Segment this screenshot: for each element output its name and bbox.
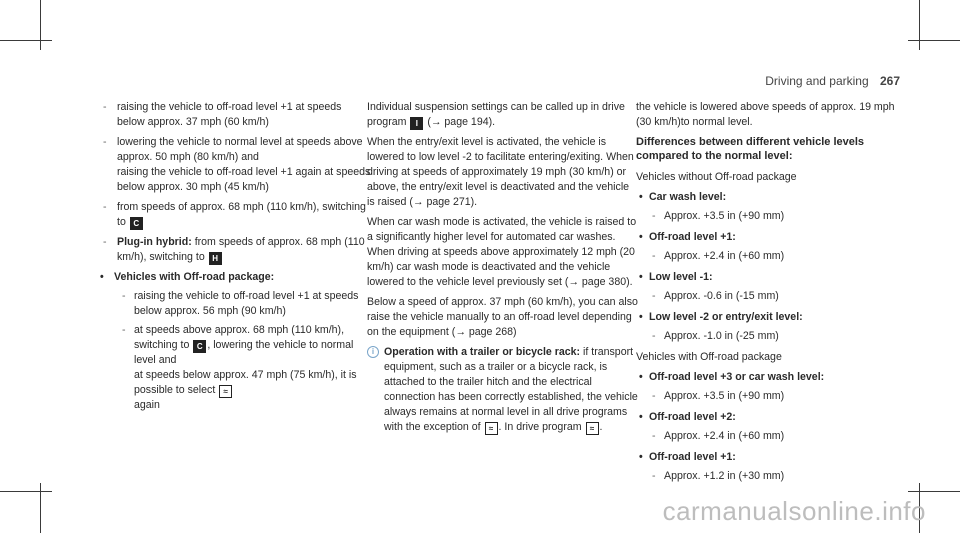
crop-mark <box>908 491 960 492</box>
paragraph: Below a speed of approx. 37 mph (60 km/h), you can also raise the vehicle manually to an off-road level depending on the equipment (→ page 268) <box>367 296 638 338</box>
bullet-dot: • <box>639 231 643 243</box>
crop-mark <box>0 491 52 492</box>
level-value <box>636 249 908 264</box>
bullet-dot: • <box>639 371 643 383</box>
level-item <box>639 450 908 465</box>
tip-text: . In drive program <box>498 421 582 433</box>
section-title: Driving and parking <box>765 74 869 88</box>
bullet-dot: • <box>639 311 643 323</box>
item-text: lowering the vehicle to normal level at speeds above approx. 50 mph (80 km/h) and <box>117 136 363 163</box>
offroad-mode-icon: ≈ <box>219 385 232 398</box>
level-label: Off-road level +3 or car wash level: <box>649 371 825 383</box>
level-label: Off-road level +2: <box>649 411 736 423</box>
level-value <box>636 209 908 224</box>
hybrid-mode-icon: H <box>209 252 222 265</box>
item-text: at speeds above approx. 68 mph (110 km/h), switching to <box>134 324 345 351</box>
level-value <box>636 469 908 484</box>
item-text: , lowering the vehicle to normal level and <box>134 339 354 366</box>
comfort-mode-icon: C <box>130 217 143 230</box>
item-text: at speeds below approx. 47 mph (75 km/h), it is possible to select <box>134 369 357 396</box>
level-item <box>639 270 908 285</box>
paragraph: When car wash mode is activated, the vehicle is raised to a significantly higher level for automated car washes. When driving at speeds above approximately 12 mph (20 km/h) car wash mode is deactivated and the vehicle lowered to the vehicle level previously set (→ page 380). <box>367 216 637 288</box>
dash: - <box>103 101 107 113</box>
paragraph <box>367 100 639 130</box>
page-number: 267 <box>879 74 900 88</box>
list-item <box>100 135 372 195</box>
level-label: Low level -2 or entry/exit level: <box>649 311 803 323</box>
value-text: Approx. +2.4 in (+60 mm) <box>664 430 785 442</box>
comfort-mode-icon: C <box>193 340 206 353</box>
item-label: Plug-in hybrid: <box>117 236 192 248</box>
dash: - <box>652 290 656 302</box>
tip-box <box>367 345 639 435</box>
dash: - <box>122 324 126 336</box>
item-text: from speeds of approx. 68 mph (110 km/h), switching to <box>117 201 366 228</box>
bullet-dot: • <box>639 191 643 203</box>
crop-mark <box>40 0 41 50</box>
level-item <box>639 230 908 245</box>
watermark: carmanualsonline.info <box>662 496 926 526</box>
dash: - <box>103 236 107 248</box>
group-label: Vehicles with Off-road package <box>636 351 782 363</box>
column-middle <box>367 100 639 435</box>
bullet-dot: • <box>639 411 643 423</box>
crop-mark <box>0 40 52 41</box>
bullet-dot: • <box>639 271 643 283</box>
tip-text: . <box>599 421 603 433</box>
level-label: Car wash level: <box>649 191 727 203</box>
section-heading: Differences between different vehicle levels compared to the normal level: <box>636 136 865 162</box>
sub-list-item <box>100 289 372 319</box>
paragraph: the vehicle is lowered above speeds of approx. 19 mph (30 km/h)to normal level. <box>636 101 895 128</box>
item-text: raising the vehicle to off-road level +1 at speeds below approx. 37 mph (60 km/h) <box>117 101 342 128</box>
bullet-dot: • <box>639 451 643 463</box>
list-item <box>100 235 372 265</box>
bullet-dot: • <box>100 271 104 283</box>
crop-mark <box>919 0 920 50</box>
level-item <box>639 370 908 385</box>
column-right <box>636 100 908 490</box>
individual-mode-icon: I <box>410 117 423 130</box>
level-label: Off-road level +1: <box>649 231 736 243</box>
list-item <box>100 100 372 130</box>
value-text: Approx. -0.6 in (-15 mm) <box>664 290 779 302</box>
item-text: from speeds of approx. 68 mph (110 km/h), switching to <box>117 236 365 263</box>
level-value <box>636 389 908 404</box>
value-text: Approx. +2.4 in (+60 mm) <box>664 250 785 262</box>
level-label: Low level -1: <box>649 271 713 283</box>
tip-title: Operation with a trailer or bicycle rack: <box>384 346 581 358</box>
sub-list-item <box>100 323 372 413</box>
bullet-item <box>100 270 372 285</box>
dash: - <box>103 136 107 148</box>
item-text: again <box>134 399 160 411</box>
dash: - <box>652 210 656 222</box>
level-value <box>636 429 908 444</box>
page-header <box>765 74 900 88</box>
offroad-mode-icon: ≈ <box>485 422 498 435</box>
paragraph: When the entry/exit level is activated, the vehicle is lowered to low level -2 to facilitate entering/exiting. When driving at speeds of approximately 19 mph (30 km/h) or above, the entry/exit level is deactivated and the vehicle is raised (→ page 271). <box>367 136 634 208</box>
info-icon: i <box>367 346 379 358</box>
level-item <box>639 310 908 325</box>
column-left <box>100 100 372 417</box>
level-item <box>639 410 908 425</box>
level-value <box>636 289 908 304</box>
group-label: Vehicles without Off-road package <box>636 171 797 183</box>
level-item <box>639 190 908 205</box>
dash: - <box>652 430 656 442</box>
offroad-mode-icon: ≈ <box>586 422 599 435</box>
value-text: Approx. +3.5 in (+90 mm) <box>664 390 785 402</box>
item-text: raising the vehicle to off-road level +1 at speeds below approx. 56 mph (90 km/h) <box>134 290 359 317</box>
paragraph-text: Individual suspension settings can be called up in drive program <box>367 101 625 128</box>
level-value <box>636 329 908 344</box>
value-text: Approx. -1.0 in (-25 mm) <box>664 330 779 342</box>
bullet-label: Vehicles with Off-road package: <box>114 271 275 283</box>
dash: - <box>652 470 656 482</box>
page-link[interactable]: (→ page 194). <box>424 116 496 128</box>
value-text: Approx. +1.2 in (+30 mm) <box>664 470 785 482</box>
dash: - <box>652 330 656 342</box>
dash: - <box>652 250 656 262</box>
value-text: Approx. +3.5 in (+90 mm) <box>664 210 785 222</box>
dash: - <box>652 390 656 402</box>
item-text: raising the vehicle to off-road level +1 again at speeds below approx. 30 mph (45 km/h) <box>117 166 371 193</box>
tip-text: if transport equipment, such as a trailer or a bicycle rack, is attached to the trailer hitch and the electrical connection has been correctly established, the vehicle always remains at normal level in all drive programs with the exception of <box>384 346 638 433</box>
level-label: Off-road level +1: <box>649 451 736 463</box>
list-item <box>100 200 372 230</box>
crop-mark <box>908 40 960 41</box>
dash: - <box>103 201 107 213</box>
dash: - <box>122 290 126 302</box>
